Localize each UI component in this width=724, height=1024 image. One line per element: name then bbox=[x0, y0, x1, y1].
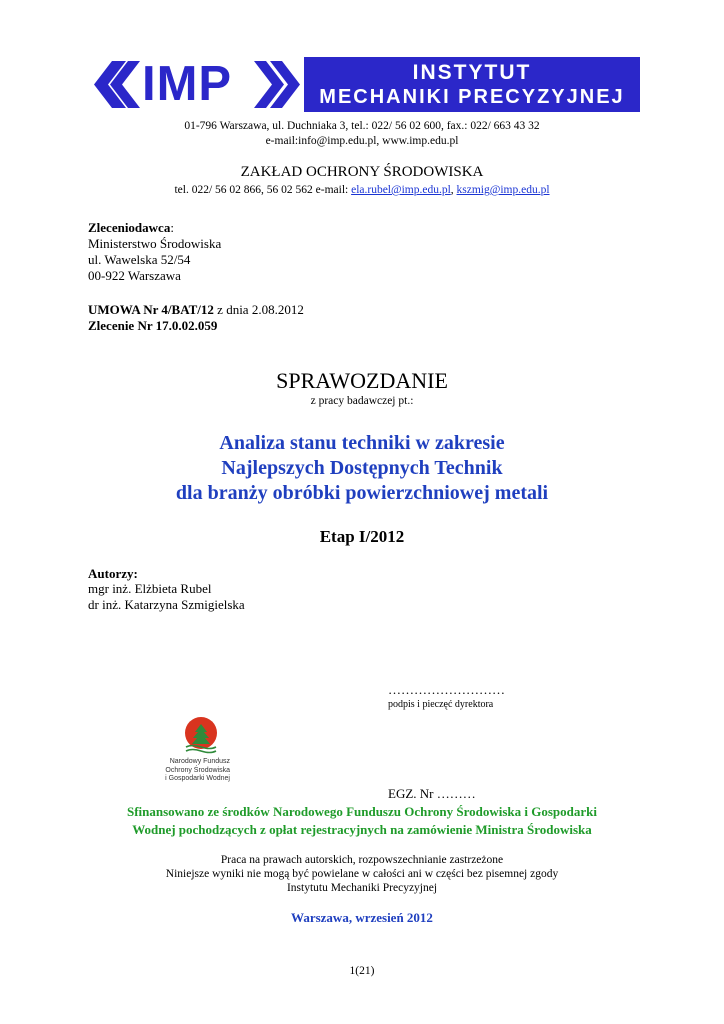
fund-logo-text bbox=[130, 758, 230, 784]
author-2: dr inż. Katarzyna Szmigielska bbox=[88, 597, 245, 612]
report-title-line-2: Najlepszych Dostępnych Technik bbox=[221, 457, 503, 479]
client-label-colon: : bbox=[170, 220, 174, 235]
page-number: 1(21) bbox=[349, 965, 375, 977]
email-separator: , bbox=[450, 184, 457, 196]
contract-zlecenie: Zlecenie Nr 17.0.02.059 bbox=[88, 318, 218, 333]
client-name: Ministerstwo Środowiska bbox=[88, 236, 222, 251]
copy-number: EGZ. Nr ……… bbox=[388, 786, 476, 801]
funding-line-1: Sfinansowano ze środków Narodowego Funduszu Ochrony Środowiska i Gospodarki bbox=[126, 804, 598, 819]
contract-umowa bbox=[88, 302, 304, 318]
report-subheading: z pracy badawczej pt.: bbox=[310, 395, 414, 407]
signature-caption: podpis i pieczęć dyrektora bbox=[388, 699, 494, 710]
client-label-text: Zleceniodawca bbox=[88, 220, 171, 235]
funding-line-2: Wodnej pochodzących z opłat rejestracyjnych na zamówienie Ministra Środowiska bbox=[132, 822, 592, 837]
report-heading: SPRAWOZDANIE bbox=[276, 368, 448, 393]
imp-logo bbox=[84, 57, 640, 112]
client-city: 00-922 Warszawa bbox=[88, 268, 181, 283]
department-phones: tel. 022/ 56 02 866, 56 02 562 e-mail: bbox=[174, 184, 352, 196]
signature-dots: ……………………… bbox=[388, 682, 505, 697]
rights-line-1: Praca na prawach autorskich, rozpowszechnianie zastrzeżone bbox=[220, 854, 504, 866]
fund-logo-line-2: Ochrony Środowiska bbox=[165, 766, 230, 774]
fund-logo-line-3: i Gospodarki Wodnej bbox=[165, 775, 230, 782]
email-link-rubel[interactable]: ela.rubel@imp.edu.pl bbox=[351, 184, 451, 196]
report-stage: Etap I/2012 bbox=[319, 527, 405, 546]
client-label bbox=[88, 220, 174, 236]
email-link-szmigielska[interactable]: kszmig@imp.edu.pl bbox=[456, 184, 550, 196]
report-title-line-1: Analiza stanu techniki w zakresie bbox=[219, 432, 505, 454]
imp-logo-text: IMP bbox=[142, 57, 233, 111]
place-date: Warszawa, wrzesień 2012 bbox=[291, 910, 433, 925]
department-contact bbox=[0, 183, 724, 197]
rights-line-3: Instytutu Mechaniki Precyzyjnej bbox=[286, 882, 438, 894]
logo-line-mechanics: MECHANIKI PRECYZYJNEJ bbox=[319, 86, 625, 108]
report-title-line-3: dla branży obróbki powierzchniowej metali bbox=[175, 482, 549, 504]
fund-logo-icon bbox=[183, 716, 219, 756]
contract-date: z dnia 2.08.2012 bbox=[213, 302, 304, 317]
contract-number: UMOWA Nr 4/BAT/12 bbox=[88, 302, 214, 317]
address-line-1: 01-796 Warszawa, ul. Duchniaka 3, tel.: 022/ 56 02 600, fax.: 022/ 663 43 32 bbox=[184, 120, 540, 132]
address-line-2: e-mail:info@imp.edu.pl, www.imp.edu.pl bbox=[265, 135, 459, 147]
logo-line-institute: INSTYTUT bbox=[412, 61, 532, 84]
department-name: ZAKŁAD OCHRONY ŚRODOWISKA bbox=[240, 164, 484, 180]
authors-label: Autorzy: bbox=[88, 566, 138, 581]
client-street: ul. Wawelska 52/54 bbox=[88, 252, 191, 267]
rights-line-2: Niniejsze wyniki nie mogą być powielane w całości ani w części bez pisemnej zgody bbox=[165, 868, 559, 880]
author-1: mgr inż. Elżbieta Rubel bbox=[88, 581, 212, 596]
fund-logo-line-1: Narodowy Fundusz bbox=[169, 758, 230, 765]
